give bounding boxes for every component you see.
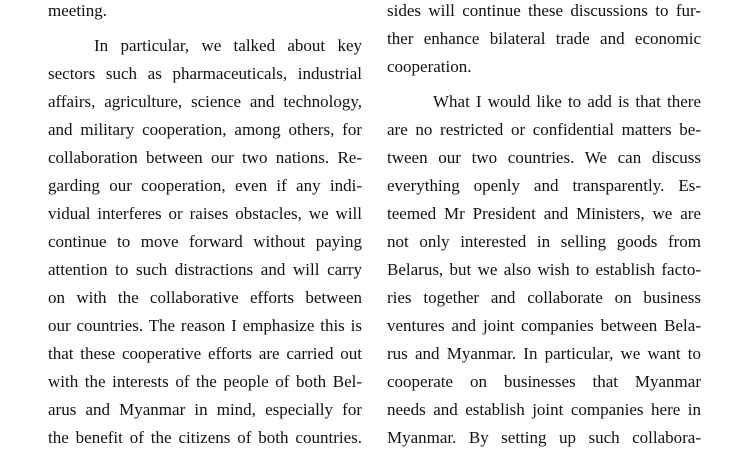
text-line: In particular, we talked about key bbox=[94, 36, 362, 55]
text-line: ventures and joint companies between Bela- bbox=[387, 316, 701, 335]
text-line: with the interests of the people of both Bel- bbox=[48, 372, 362, 391]
text-line: Belarus, but we also wish to establish facto- bbox=[387, 260, 701, 279]
paragraph bbox=[48, 32, 362, 452]
text-line: collaboration between our two nations. Re- bbox=[48, 148, 362, 167]
text-line: that these cooperative efforts are carried out bbox=[48, 344, 362, 363]
text-line: sectors such as pharmaceuticals, industrial bbox=[48, 64, 362, 83]
text-line: meeting. bbox=[48, 1, 108, 20]
text-line: garding our cooperation, even if any indi- bbox=[48, 176, 362, 195]
paragraph bbox=[387, 88, 701, 452]
text-line: are no restricted or confidential matters be- bbox=[387, 120, 701, 139]
text-line: and military cooperation, among others, for bbox=[48, 120, 362, 139]
text-line: tween our two countries. We can discuss bbox=[387, 148, 701, 167]
text-line: cooperation. bbox=[387, 57, 472, 76]
text-line: teemed Mr President and Ministers, we are bbox=[387, 204, 701, 223]
text-line: needs and establish joint companies here in bbox=[387, 400, 701, 419]
text-line: sides will continue these discussions to fur- bbox=[387, 1, 701, 20]
right-text-column bbox=[387, 0, 701, 452]
text-line: continue to move forward without paying bbox=[48, 232, 362, 251]
text-line: ther enhance bilateral trade and economic bbox=[387, 29, 701, 48]
text-line: attention to such distractions and will carry bbox=[48, 260, 362, 279]
text-line: affairs, agriculture, science and technology, bbox=[48, 92, 362, 111]
text-line: everything openly and transparently. Es- bbox=[387, 176, 701, 195]
text-line: the benefit of the citizens of both countries. bbox=[48, 428, 362, 447]
left-text-column bbox=[48, 0, 362, 452]
text-line: Myanmar. By setting up such collabora- bbox=[387, 428, 701, 447]
text-line: on with the collaborative efforts between bbox=[48, 288, 362, 307]
text-line: What I would like to add is that there bbox=[433, 92, 701, 111]
paragraph bbox=[387, 0, 701, 81]
text-line: not only interested in selling goods from bbox=[387, 232, 701, 251]
text-line: vidual interferes or raises obstacles, we will bbox=[48, 204, 362, 223]
text-line: cooperate on businesses that Myanmar bbox=[387, 372, 701, 391]
text-line: ries together and collaborate on business bbox=[387, 288, 701, 307]
text-line: our countries. The reason I emphasize this is bbox=[48, 316, 362, 335]
text-line: rus and Myanmar. In particular, we want to bbox=[387, 344, 701, 363]
text-line: arus and Myanmar in mind, especially for bbox=[48, 400, 362, 419]
